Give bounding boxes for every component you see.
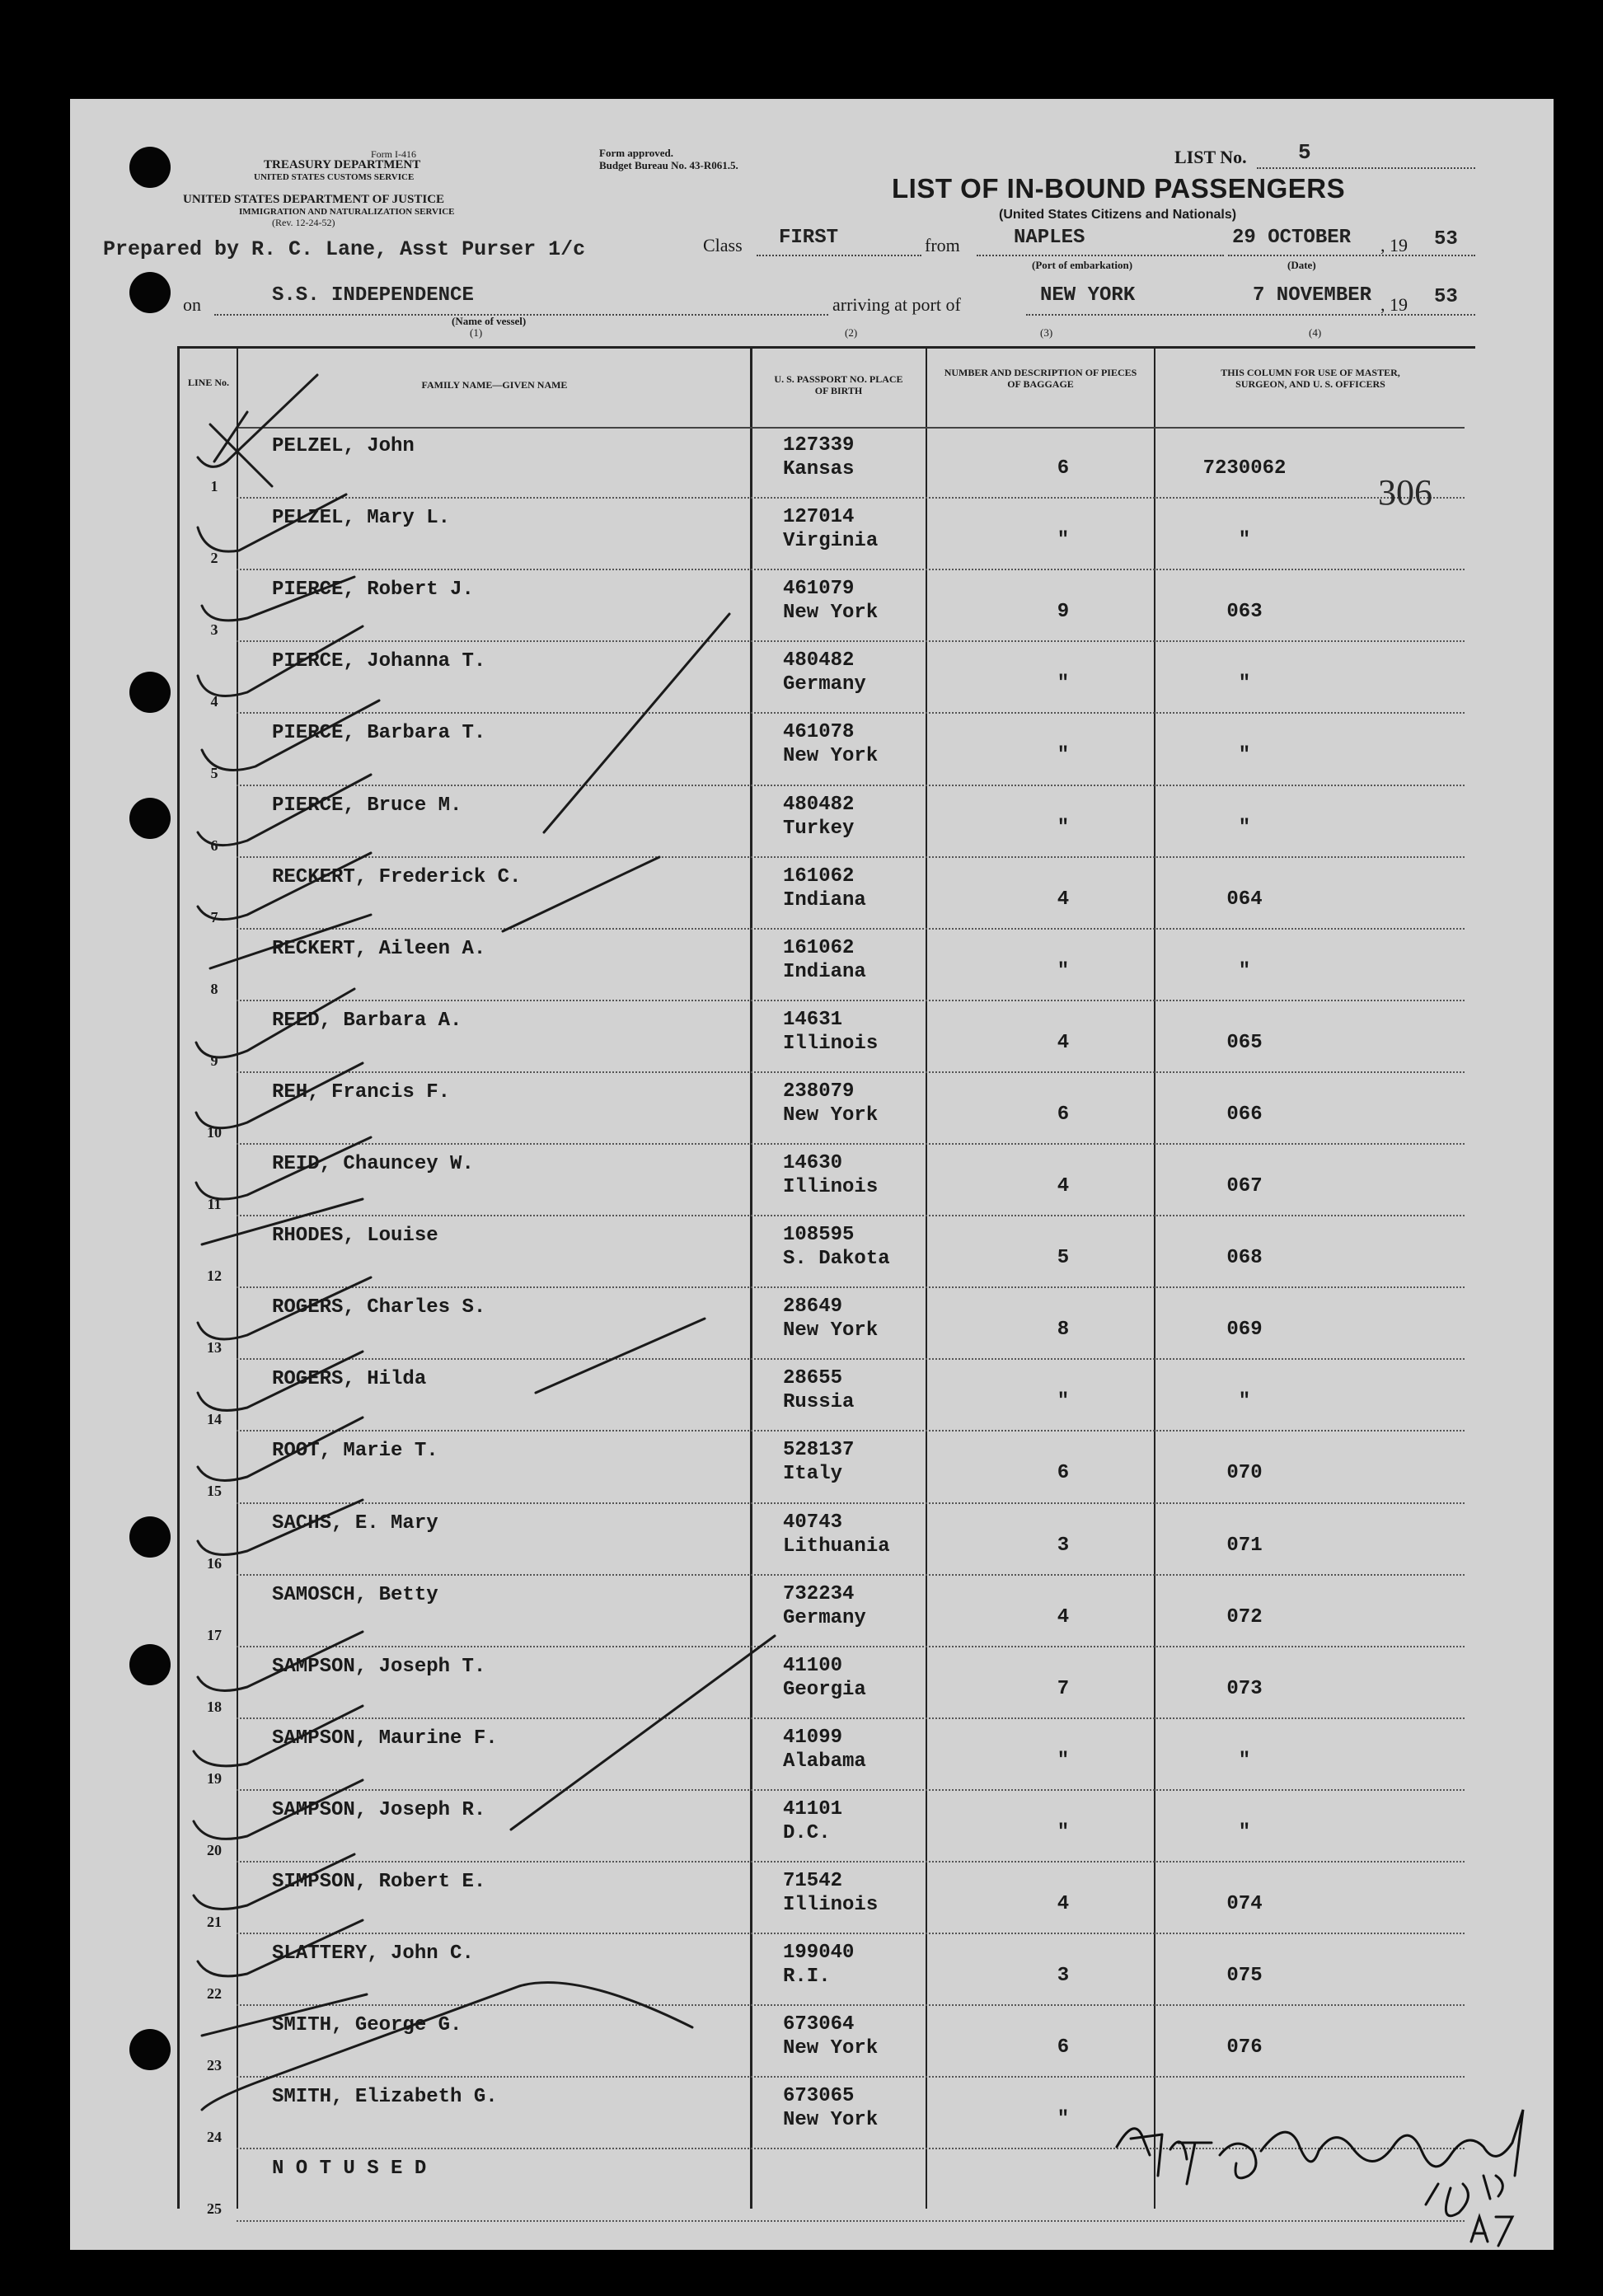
- officer-entry: ": [1238, 744, 1251, 767]
- passenger-name: REED, Barbara A.: [272, 1009, 462, 1032]
- officer-entry: 067: [1226, 1175, 1263, 1197]
- line-number: 18: [207, 1698, 222, 1715]
- row-divider: [237, 1574, 1465, 1576]
- place-of-birth: Illinois: [783, 1894, 879, 1916]
- baggage-count: ": [1057, 816, 1070, 839]
- vessel-name: S.S. INDEPENDENCE: [272, 284, 474, 307]
- punch-hole: [129, 147, 171, 188]
- line-number: 20: [207, 1841, 222, 1858]
- place-of-birth: Kansas: [783, 458, 855, 480]
- row-divider: [237, 1933, 1465, 1934]
- line-number: 24: [207, 2129, 222, 2146]
- baggage-count: 6: [1057, 1462, 1070, 1485]
- passport-number: 40743: [783, 1511, 843, 1534]
- place-of-birth: New York: [783, 2037, 879, 2060]
- passenger-name: RECKERT, Frederick C.: [272, 865, 522, 888]
- officer-entry: ": [1238, 959, 1251, 982]
- passport-number: 127014: [783, 506, 855, 529]
- baggage-count: 3: [1057, 1965, 1070, 1988]
- place-of-birth: Illinois: [783, 1032, 879, 1055]
- row-divider: [237, 785, 1465, 786]
- punch-hole: [129, 1644, 171, 1685]
- caption-1: (1): [470, 326, 483, 339]
- line-number: 5: [210, 765, 218, 782]
- col-header-baggage: NUMBER AND DESCRIPTION OF PIECES OF BAGGAGE: [944, 367, 1137, 390]
- passenger-name: ROGERS, Hilda: [272, 1368, 427, 1391]
- officer-entry: 073: [1226, 1677, 1263, 1700]
- baggage-count: 9: [1057, 601, 1070, 624]
- vessel-caption: (Name of vessel): [452, 315, 527, 327]
- row-divider: [237, 1358, 1465, 1360]
- passenger-name: PIERCE, Robert J.: [272, 579, 474, 602]
- list-no-label: LIST No.: [1174, 147, 1247, 167]
- passport-number: 528137: [783, 1439, 855, 1462]
- baggage-count: 4: [1057, 1893, 1070, 1915]
- place-of-birth: Indiana: [783, 960, 866, 983]
- row-divider: [237, 1143, 1465, 1145]
- line-number: 3: [210, 621, 218, 639]
- row-divider: [237, 2004, 1465, 2006]
- place-of-birth: D.C.: [783, 1821, 831, 1844]
- baggage-count: ": [1057, 2108, 1070, 2131]
- baggage-count: ": [1057, 744, 1070, 767]
- baggage-count: 6: [1057, 1103, 1070, 1126]
- officer-entry: 065: [1226, 1031, 1263, 1054]
- inspector-signature: [1096, 2110, 1104, 2111]
- line-number: 6: [210, 836, 218, 854]
- passenger-name: REID, Chauncey W.: [272, 1153, 474, 1175]
- place-of-birth: Germany: [783, 1606, 866, 1629]
- table-left-border: [177, 346, 180, 2209]
- baggage-count: ": [1057, 1390, 1070, 1413]
- passport-number: 161062: [783, 936, 855, 959]
- baggage-count: ": [1057, 1749, 1070, 1772]
- baggage-count: 8: [1057, 1319, 1070, 1342]
- officer-entry: 064: [1226, 888, 1263, 911]
- col-header-line: LINE No.: [187, 377, 229, 388]
- arriving-label: arriving at port of: [832, 294, 961, 315]
- officer-entry: ": [1238, 672, 1251, 696]
- line-number: 22: [207, 1985, 222, 2003]
- place-of-birth: R.I.: [783, 1966, 831, 1989]
- row-divider: [237, 569, 1465, 570]
- caption-2: (2): [845, 326, 858, 339]
- treasury-label: TREASURY DEPARTMENT: [264, 158, 421, 171]
- passenger-name: RECKERT, Aileen A.: [272, 937, 486, 960]
- passport-number: 732234: [783, 1582, 855, 1605]
- line-number: 13: [207, 1339, 222, 1357]
- col-header-officers: THIS COLUMN FOR USE OF MASTER, SURGEON, AND U. S. OFFICERS: [1221, 367, 1400, 390]
- place-of-birth: Virginia: [783, 530, 879, 553]
- line-number: 1: [210, 478, 218, 494]
- passport-number: 41100: [783, 1654, 843, 1677]
- officer-entry: 075: [1226, 1965, 1263, 1988]
- passport-number: 71542: [783, 1870, 843, 1892]
- officer-entry: ": [1238, 529, 1251, 552]
- baggage-count: ": [1057, 672, 1070, 696]
- officer-entry: 076: [1226, 2036, 1263, 2059]
- baggage-count: ": [1057, 529, 1070, 552]
- punch-hole: [129, 2029, 171, 2070]
- baggage-count: ": [1057, 1820, 1070, 1844]
- row-divider: [237, 497, 1465, 499]
- punch-hole: [129, 272, 171, 313]
- page-subtitle: (United States Citizens and Nationals): [999, 208, 1237, 222]
- port-caption: (Port of embarkation): [1032, 259, 1133, 271]
- row-divider: [237, 712, 1465, 714]
- line-number: 21: [207, 1914, 222, 1930]
- officer-entry: 070: [1226, 1462, 1263, 1485]
- baggage-count: 7: [1057, 1677, 1070, 1700]
- line-col-divider: [237, 346, 238, 2209]
- col-header-passport: U. S. PASSPORT NO. PLACE OF BIRTH: [774, 373, 903, 396]
- arrival-port: NEW YORK: [1040, 284, 1136, 307]
- name-col-divider: [750, 346, 752, 2209]
- baggage-count: 4: [1057, 888, 1070, 911]
- passport-number: 14631: [783, 1008, 843, 1031]
- passport-number: 673065: [783, 2085, 855, 2108]
- passenger-name: SACHS, E. Mary: [272, 1511, 438, 1535]
- row-divider: [237, 1502, 1465, 1504]
- passenger-name: REH, Francis F.: [272, 1080, 451, 1103]
- stamp-number: 306: [1378, 472, 1432, 513]
- passport-number: 28655: [783, 1367, 843, 1390]
- passport-number: 480482: [783, 793, 855, 816]
- passenger-name: SMITH, George G.: [272, 2014, 462, 2037]
- officer-entry: 7230062: [1202, 457, 1287, 480]
- row-divider: [237, 1215, 1465, 1216]
- line-number: 9: [210, 1052, 218, 1069]
- officer-entry: 066: [1226, 1103, 1263, 1126]
- prepared-by: Prepared by R. C. Lane, Asst Purser 1/c: [103, 237, 586, 261]
- place-of-birth: New York: [783, 745, 879, 768]
- officer-entry: ": [1238, 1820, 1251, 1844]
- line-number: 17: [207, 1626, 222, 1643]
- line-number: 14: [207, 1411, 222, 1428]
- passenger-name: PELZEL, John: [272, 435, 415, 457]
- officer-entry: 068: [1226, 1247, 1263, 1270]
- line-number: 16: [207, 1554, 222, 1572]
- punch-hole: [129, 672, 171, 713]
- baggage-count: 3: [1057, 1534, 1070, 1557]
- passport-number: 461079: [783, 578, 855, 601]
- passenger-name: PIERCE, Bruce M.: [272, 794, 462, 817]
- caption-3: (3): [1040, 326, 1053, 339]
- on-label: on: [183, 294, 201, 315]
- place-of-birth: Alabama: [783, 1750, 866, 1773]
- passport-number: 14630: [783, 1152, 843, 1174]
- line-number: 7: [210, 908, 218, 925]
- place-of-birth: Turkey: [783, 817, 855, 840]
- punch-hole: [129, 1516, 171, 1558]
- col-header-name: FAMILY NAME—GIVEN NAME: [421, 379, 568, 391]
- customs-label: UNITED STATES CUSTOMS SERVICE: [254, 172, 415, 182]
- baggage-count: 5: [1057, 1247, 1070, 1270]
- baggage-count: 6: [1057, 2036, 1070, 2059]
- passport-number: 41101: [783, 1797, 843, 1820]
- baggage-count: 4: [1057, 1605, 1070, 1628]
- line-number: 8: [210, 980, 218, 997]
- row-divider: [237, 1430, 1465, 1431]
- justice-label: UNITED STATES DEPARTMENT OF JUSTICE: [183, 193, 445, 206]
- place-of-birth: Lithuania: [783, 1535, 890, 1558]
- baggage-count: ": [1057, 959, 1070, 982]
- revision-label: (Rev. 12-24-52): [272, 217, 335, 228]
- passenger-name: SAMPSON, Maurine F.: [272, 1727, 498, 1750]
- passenger-name: SAMOSCH, Betty: [272, 1583, 438, 1606]
- baggage-col-divider: [1154, 346, 1155, 2209]
- row-divider: [237, 1861, 1465, 1863]
- class-value: FIRST: [779, 227, 839, 249]
- row-divider: [237, 1071, 1465, 1073]
- ins-label: IMMIGRATION AND NATURALIZATION SERVICE: [239, 207, 455, 217]
- line-number: 23: [207, 2057, 222, 2074]
- passenger-name: ROOT, Marie T.: [272, 1440, 438, 1463]
- line-number: 12: [207, 1267, 222, 1285]
- passport-number: 108595: [783, 1224, 855, 1247]
- line-number: 19: [207, 1769, 222, 1787]
- officer-entry: 063: [1226, 601, 1263, 624]
- line-number: 4: [210, 693, 218, 710]
- baggage-count: 6: [1057, 457, 1070, 480]
- passenger-name: SIMPSON, Robert E.: [272, 1871, 486, 1893]
- passenger-name: SAMPSON, Joseph T.: [272, 1655, 486, 1678]
- row-divider: [237, 1286, 1465, 1288]
- line-number: 15: [207, 1483, 222, 1500]
- row-divider: [237, 1789, 1465, 1791]
- passenger-name: SMITH, Elizabeth G.: [272, 2086, 498, 2109]
- baggage-count: 4: [1057, 1031, 1070, 1054]
- passport-number: 673064: [783, 2013, 855, 2036]
- passenger-name: PELZEL, Mary L.: [272, 507, 451, 530]
- port-of-embarkation: NAPLES: [1014, 227, 1085, 249]
- row-divider: [237, 2148, 1465, 2149]
- place-of-birth: Italy: [783, 1463, 843, 1486]
- passport-number: 461078: [783, 721, 855, 744]
- passport-number: 199040: [783, 1942, 855, 1965]
- arrival-date: 7 NOVEMBER: [1253, 284, 1372, 307]
- row-divider: [237, 2220, 1465, 2222]
- passport-number: 41099: [783, 1726, 843, 1749]
- line-number: 25: [207, 2200, 222, 2218]
- place-of-birth: Germany: [783, 673, 866, 696]
- passport-number: 161062: [783, 865, 855, 888]
- place-of-birth: New York: [783, 602, 879, 625]
- row-divider: [237, 928, 1465, 930]
- budget-bureau: Budget Bureau No. 43-R061.5.: [599, 159, 738, 171]
- place-of-birth: S. Dakota: [783, 1248, 890, 1271]
- passenger-name: PIERCE, Barbara T.: [272, 722, 486, 745]
- place-of-birth: New York: [783, 1319, 879, 1342]
- passport-number: 127339: [783, 434, 855, 457]
- embarkation-date: 29 OCTOBER: [1232, 227, 1352, 249]
- line-number: 10: [207, 1123, 222, 1141]
- baggage-count: 4: [1057, 1175, 1070, 1197]
- place-of-birth: New York: [783, 2109, 879, 2132]
- row-divider: [237, 1717, 1465, 1719]
- line-number: 11: [207, 1196, 222, 1212]
- row-divider: [237, 856, 1465, 858]
- passport-col-divider: [926, 346, 927, 2209]
- page-title: LIST OF IN-BOUND PASSENGERS: [892, 173, 1346, 204]
- row-divider: [237, 640, 1465, 642]
- place-of-birth: Georgia: [783, 1678, 866, 1701]
- form-number: Form I-416: [371, 148, 416, 160]
- place-of-birth: Russia: [783, 1391, 855, 1414]
- passenger-name: SLATTERY, John C.: [272, 1942, 474, 1966]
- embarkation-year: 53: [1434, 228, 1458, 251]
- officer-entry: ": [1238, 1390, 1251, 1413]
- arrival-year: 53: [1434, 286, 1458, 308]
- place-of-birth: Indiana: [783, 888, 866, 911]
- passport-number: 28649: [783, 1296, 843, 1319]
- list-no-value: 5: [1298, 140, 1311, 165]
- punch-hole: [129, 798, 171, 839]
- from-label: from: [925, 235, 960, 255]
- officer-entry: 072: [1226, 1605, 1263, 1628]
- caption-4: (4): [1309, 326, 1322, 339]
- date-caption: (Date): [1287, 259, 1316, 271]
- officer-entry: ": [1238, 1749, 1251, 1772]
- row-divider: [237, 2076, 1465, 2078]
- passenger-name: SAMPSON, Joseph R.: [272, 1798, 486, 1821]
- officer-entry: 071: [1226, 1534, 1263, 1557]
- date-year-prefix: , 19: [1380, 235, 1408, 255]
- place-of-birth: New York: [783, 1103, 879, 1127]
- form-approved: Form approved.: [599, 147, 674, 159]
- officer-entry: ": [1238, 816, 1251, 839]
- line-number: 2: [210, 550, 218, 567]
- officer-entry: 069: [1226, 1319, 1263, 1342]
- row-divider: [237, 1000, 1465, 1001]
- officer-entry: 074: [1226, 1893, 1263, 1915]
- class-label: Class: [703, 235, 743, 255]
- row-divider: [237, 1646, 1465, 1647]
- passport-number: 480482: [783, 649, 855, 672]
- corner-note: [1418, 2192, 1422, 2193]
- arrival-year-prefix: , 19: [1380, 294, 1408, 315]
- passenger-name: RHODES, Louise: [272, 1225, 438, 1248]
- passenger-name: N O T U S E D: [272, 2158, 427, 2181]
- passenger-name: ROGERS, Charles S.: [272, 1296, 486, 1319]
- passport-number: 238079: [783, 1080, 855, 1103]
- passenger-name: PIERCE, Johanna T.: [272, 650, 486, 673]
- place-of-birth: Illinois: [783, 1176, 879, 1198]
